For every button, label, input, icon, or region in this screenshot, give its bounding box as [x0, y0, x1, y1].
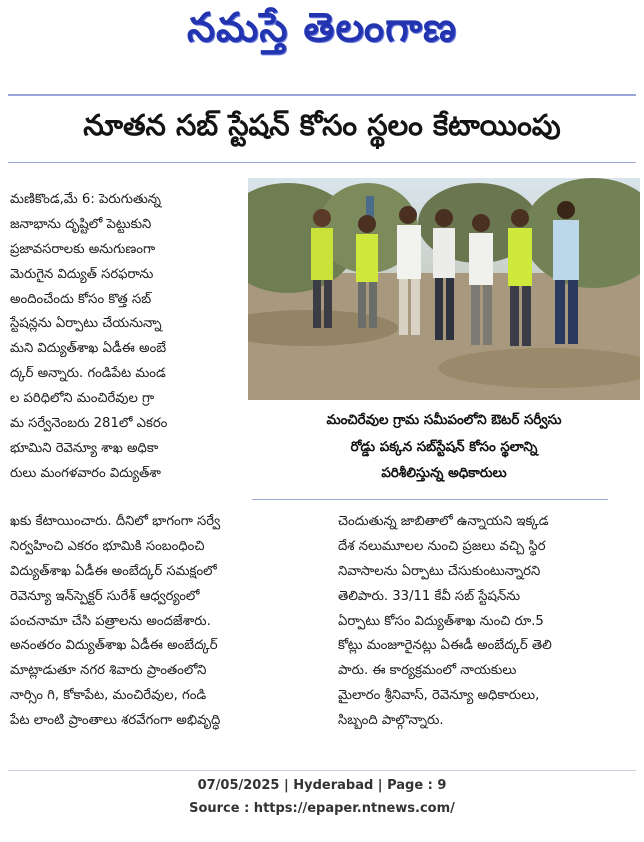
article-line: రెవెన్యూ ఇన్‌స్పెక్టర్ సురేశ్ ఆధ్వర్యంలో [10, 588, 200, 604]
caption-divider [252, 499, 608, 500]
masthead-logo [0, 4, 644, 61]
article-column-2 [10, 510, 314, 734]
article-line: కోట్లు మంజూరైనట్లు ఏఈడీ అంబేద్కర్ తెలి [338, 638, 552, 654]
article-line: ప్రజావసరాలకు అనుగుణంగా [10, 241, 156, 257]
article-line: నిర్వహించి ఎకరం భూమికి సంబంధించి [10, 538, 205, 554]
photo-caption [252, 408, 636, 488]
officials-group-photo [248, 178, 640, 400]
article-line: స్టేషన్లను ఏర్పాటు చేయనున్నా [10, 316, 162, 332]
footer-divider [8, 770, 636, 771]
article-line: పారు. ఈ కార్యక్రమంలో నాయకులు [338, 663, 517, 679]
article-line: మెరుగైన విద్యుత్ సరఫరాను [10, 266, 154, 282]
article-line: చెందుతున్న జాబితాలో ఉన్నాయని ఇక్కడ [338, 514, 549, 529]
article-line: పంచనామా చేసి పత్రాలను అందజేశారు. [10, 613, 211, 629]
article-line: జనాభాను దృష్టిలో పెట్టుకుని [10, 216, 152, 232]
article-line: మని విద్యుత్‌శాఖ ఏడీఈ అంబే [10, 341, 167, 357]
article-line: ఖకు కేటాయించారు. దీనిలో భాగంగా సర్వే [10, 514, 221, 529]
article-line: మణికొండ,మే 6: పెరుగుతున్న [10, 192, 161, 207]
article-line: దేశ నలుమూలల నుంచి ప్రజలు వచ్చి స్థిర [338, 538, 546, 554]
article-line: భూమిని రెవెన్యూ శాఖ అధికా [10, 440, 159, 456]
masthead-divider [8, 94, 636, 96]
article-line: అందించేందు కోసం కొత్త సబ్ [10, 291, 152, 307]
article-line: మైలారం శ్రీనివాస్, రెవెన్యూ అధికారులు, [338, 688, 540, 704]
article-line: ల పరిధిలోని మంచిరేవుల గ్రా [10, 391, 155, 407]
caption-line: పరిశీలిస్తున్న అధికారులు [381, 466, 507, 481]
article-line: అనంతరం విద్యుత్‌శాఖ ఏడీఈ అంబేద్కర్ [10, 638, 218, 654]
article-line: ద్కర్ అన్నారు. గండిపేట మండ [10, 366, 166, 382]
article-column-3 [338, 510, 638, 734]
masthead-title: నమస్తే తెలంగాణ [186, 4, 458, 51]
article-line: నార్సిం గి, కోకాపేట, మంచిరేవుల, గండి [10, 688, 207, 704]
headline-divider [8, 162, 636, 163]
article-column-1 [10, 188, 246, 487]
article-line: పేట లాంటి ప్రాంతాలు శరవేగంగా అభివృద్ధి [10, 713, 221, 729]
article-line: సిబ్బంది పాల్గొన్నారు. [338, 713, 444, 729]
article-line: మాట్లాడుతూ నగర శివారు ప్రాంతంలోని [10, 663, 207, 679]
news-photo [248, 178, 640, 400]
article-line: మ సర్వేనెంబరు 281లో ఎకరం [10, 416, 168, 432]
caption-line: మంచిరేవుల గ్రామ సమీపంలోని ఔటర్ సర్వీసు [326, 413, 562, 428]
article-line: రులు మంగళవారం విద్యుత్‌శా [10, 465, 161, 481]
article-line: ఏర్పాటు కోసం విద్యుత్‌శాఖ నుంచి రూ.5 [338, 613, 544, 629]
article-line: తెలిపారు. 33/11 కేవీ సబ్ స్టేషన్‌ను [338, 588, 521, 604]
article-headline: నూతన సబ్ స్టేషన్ కోసం స్థలం కేటాయింపు [83, 108, 561, 142]
footer-date-page: 07/05/2025 | Hyderabad | Page : 9 [197, 778, 447, 793]
footer-source: Source : https://epaper.ntnews.com/ [189, 801, 455, 816]
caption-line: రోడ్డు పక్కన సబ్‌స్టేషన్ కోసం స్థలాన్ని [350, 439, 538, 455]
article-line: నివాసాలను ఏర్పాటు చేసుకుంటున్నారని [338, 563, 541, 579]
article-line: విద్యుత్‌శాఖ ఏడీఈ అంబేద్కర్ సమక్షంలో [10, 563, 217, 579]
